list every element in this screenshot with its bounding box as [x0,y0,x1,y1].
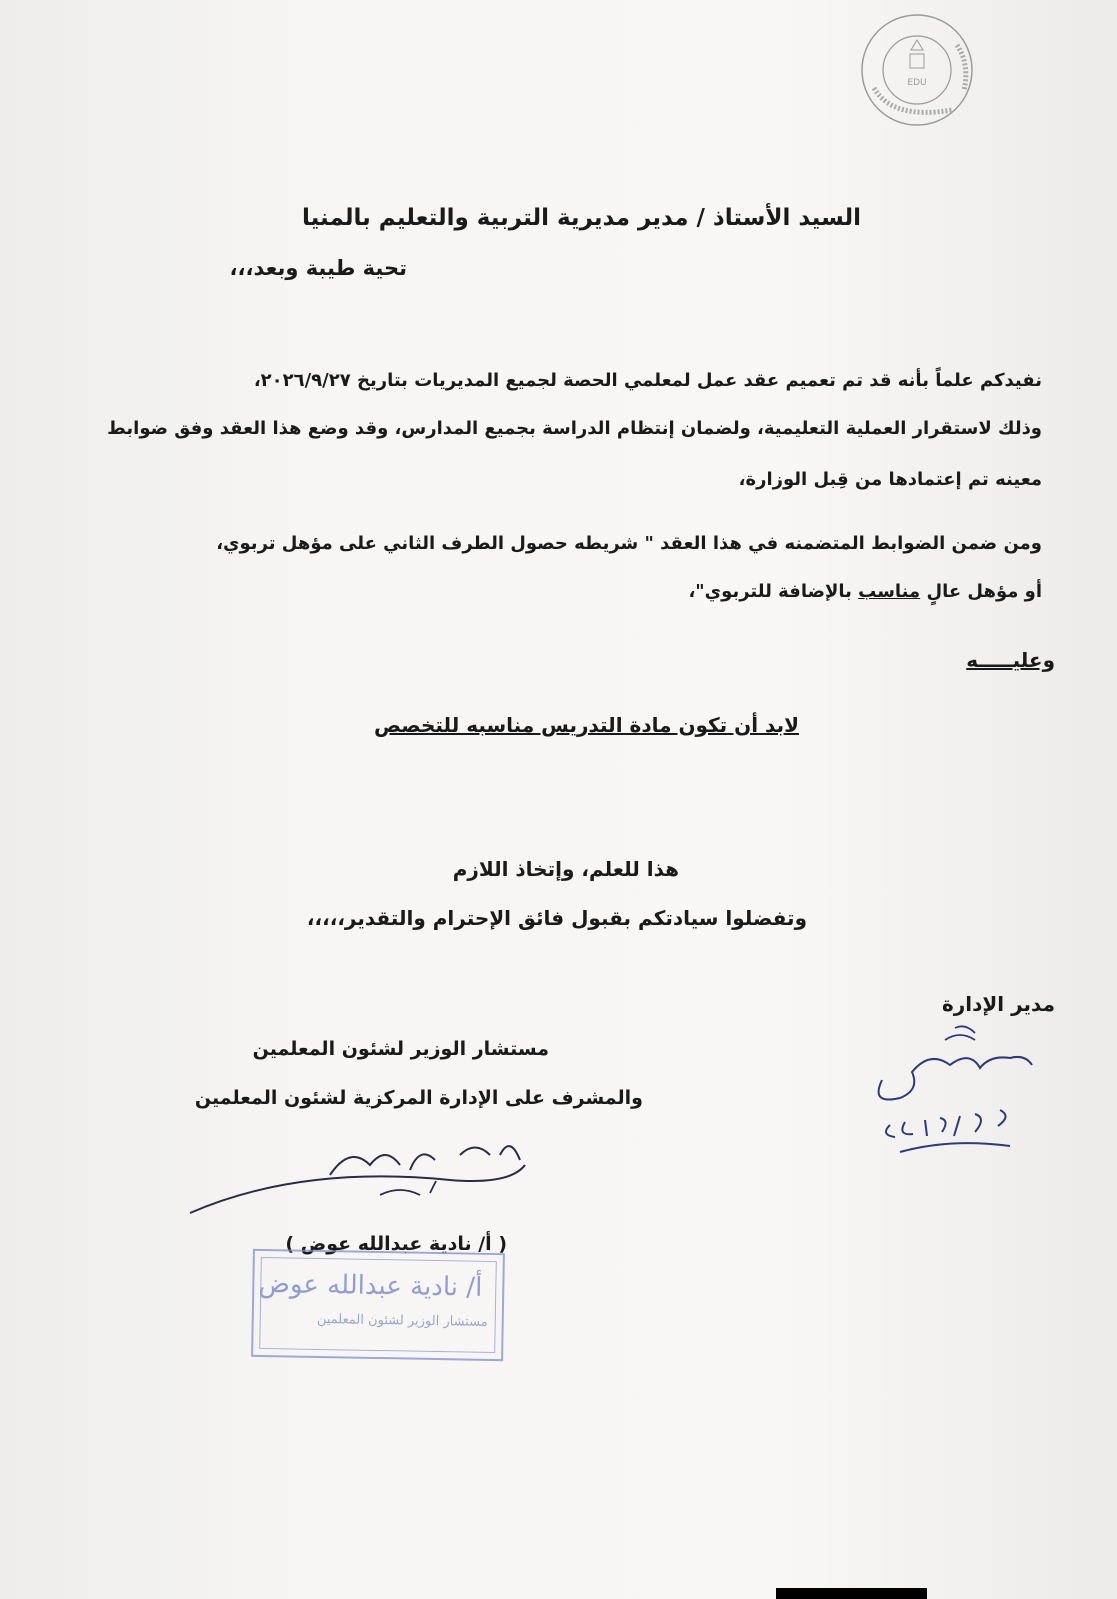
advisor-signature [180,1125,540,1225]
advisor-name: ( أ/ نادية عبدالله عوض ) [285,1233,507,1255]
body-line-5 [688,581,1042,602]
underlined-word: مناسب [858,581,921,602]
ministry-seal-logo [852,10,982,130]
greeting-line: تحية طيبة وبعد،،، [229,256,407,280]
body-line-5-part1: أو مؤهل عالٍ [920,581,1042,602]
stamp-name: أ/ نادية عبدالله عوض [258,1268,483,1303]
closing-line-2: وتفضلوا سيادتكم بقبول فائق الإحترام والتقدير،،،،، [306,906,807,930]
body-line-4: ومن ضمن الضوابط المتضمنه في هذا العقد " شريطه حصول الطرف الثاني على مؤهل تربوي، [216,533,1042,554]
body-line-3: معينه تم إعتمادها من قِبل الوزارة، [738,469,1042,490]
requirement-line: لابد أن تكون مادة التدريس مناسبه للتخصص [373,713,799,737]
official-stamp [251,1249,505,1361]
bottom-redaction-bar [776,1588,927,1599]
therefore-heading: وعليـــــه [966,648,1055,672]
advisor-title-line-1: مستشار الوزير لشئون المعلمين [252,1038,549,1060]
director-signature [860,1010,1050,1170]
svg-text:EDU: EDU [907,78,927,88]
body-line-2: وذلك لاستقرار العملية التعليمية، ولضمان إنتظام الدراسة بجميع المدارس، وقد وضع هذا العقد وفق ضوابط [107,418,1042,439]
director-title: مدير الإدارة [941,992,1055,1016]
body-line-1: نفيدكم علماً بأنه قد تم تعميم عقد عمل لمعلمي الحصة لجميع المديريات بتاريخ ٢٠٢٦/٩/٢٧، [253,370,1042,391]
stamp-subtitle: مستشار الوزير لشئون المعلمين [316,1311,488,1330]
closing-line-1: هذا للعلم، وإتخاذ اللازم [452,857,679,881]
addressee-line: السيد الأستاذ / مدير مديرية التربية والتعليم بالمنيا [302,205,861,231]
advisor-title-line-2: والمشرف على الإدارة المركزية لشئون المعلمين [194,1087,643,1109]
body-line-5-part2: بالإضافة للتربوي"، [688,581,859,602]
